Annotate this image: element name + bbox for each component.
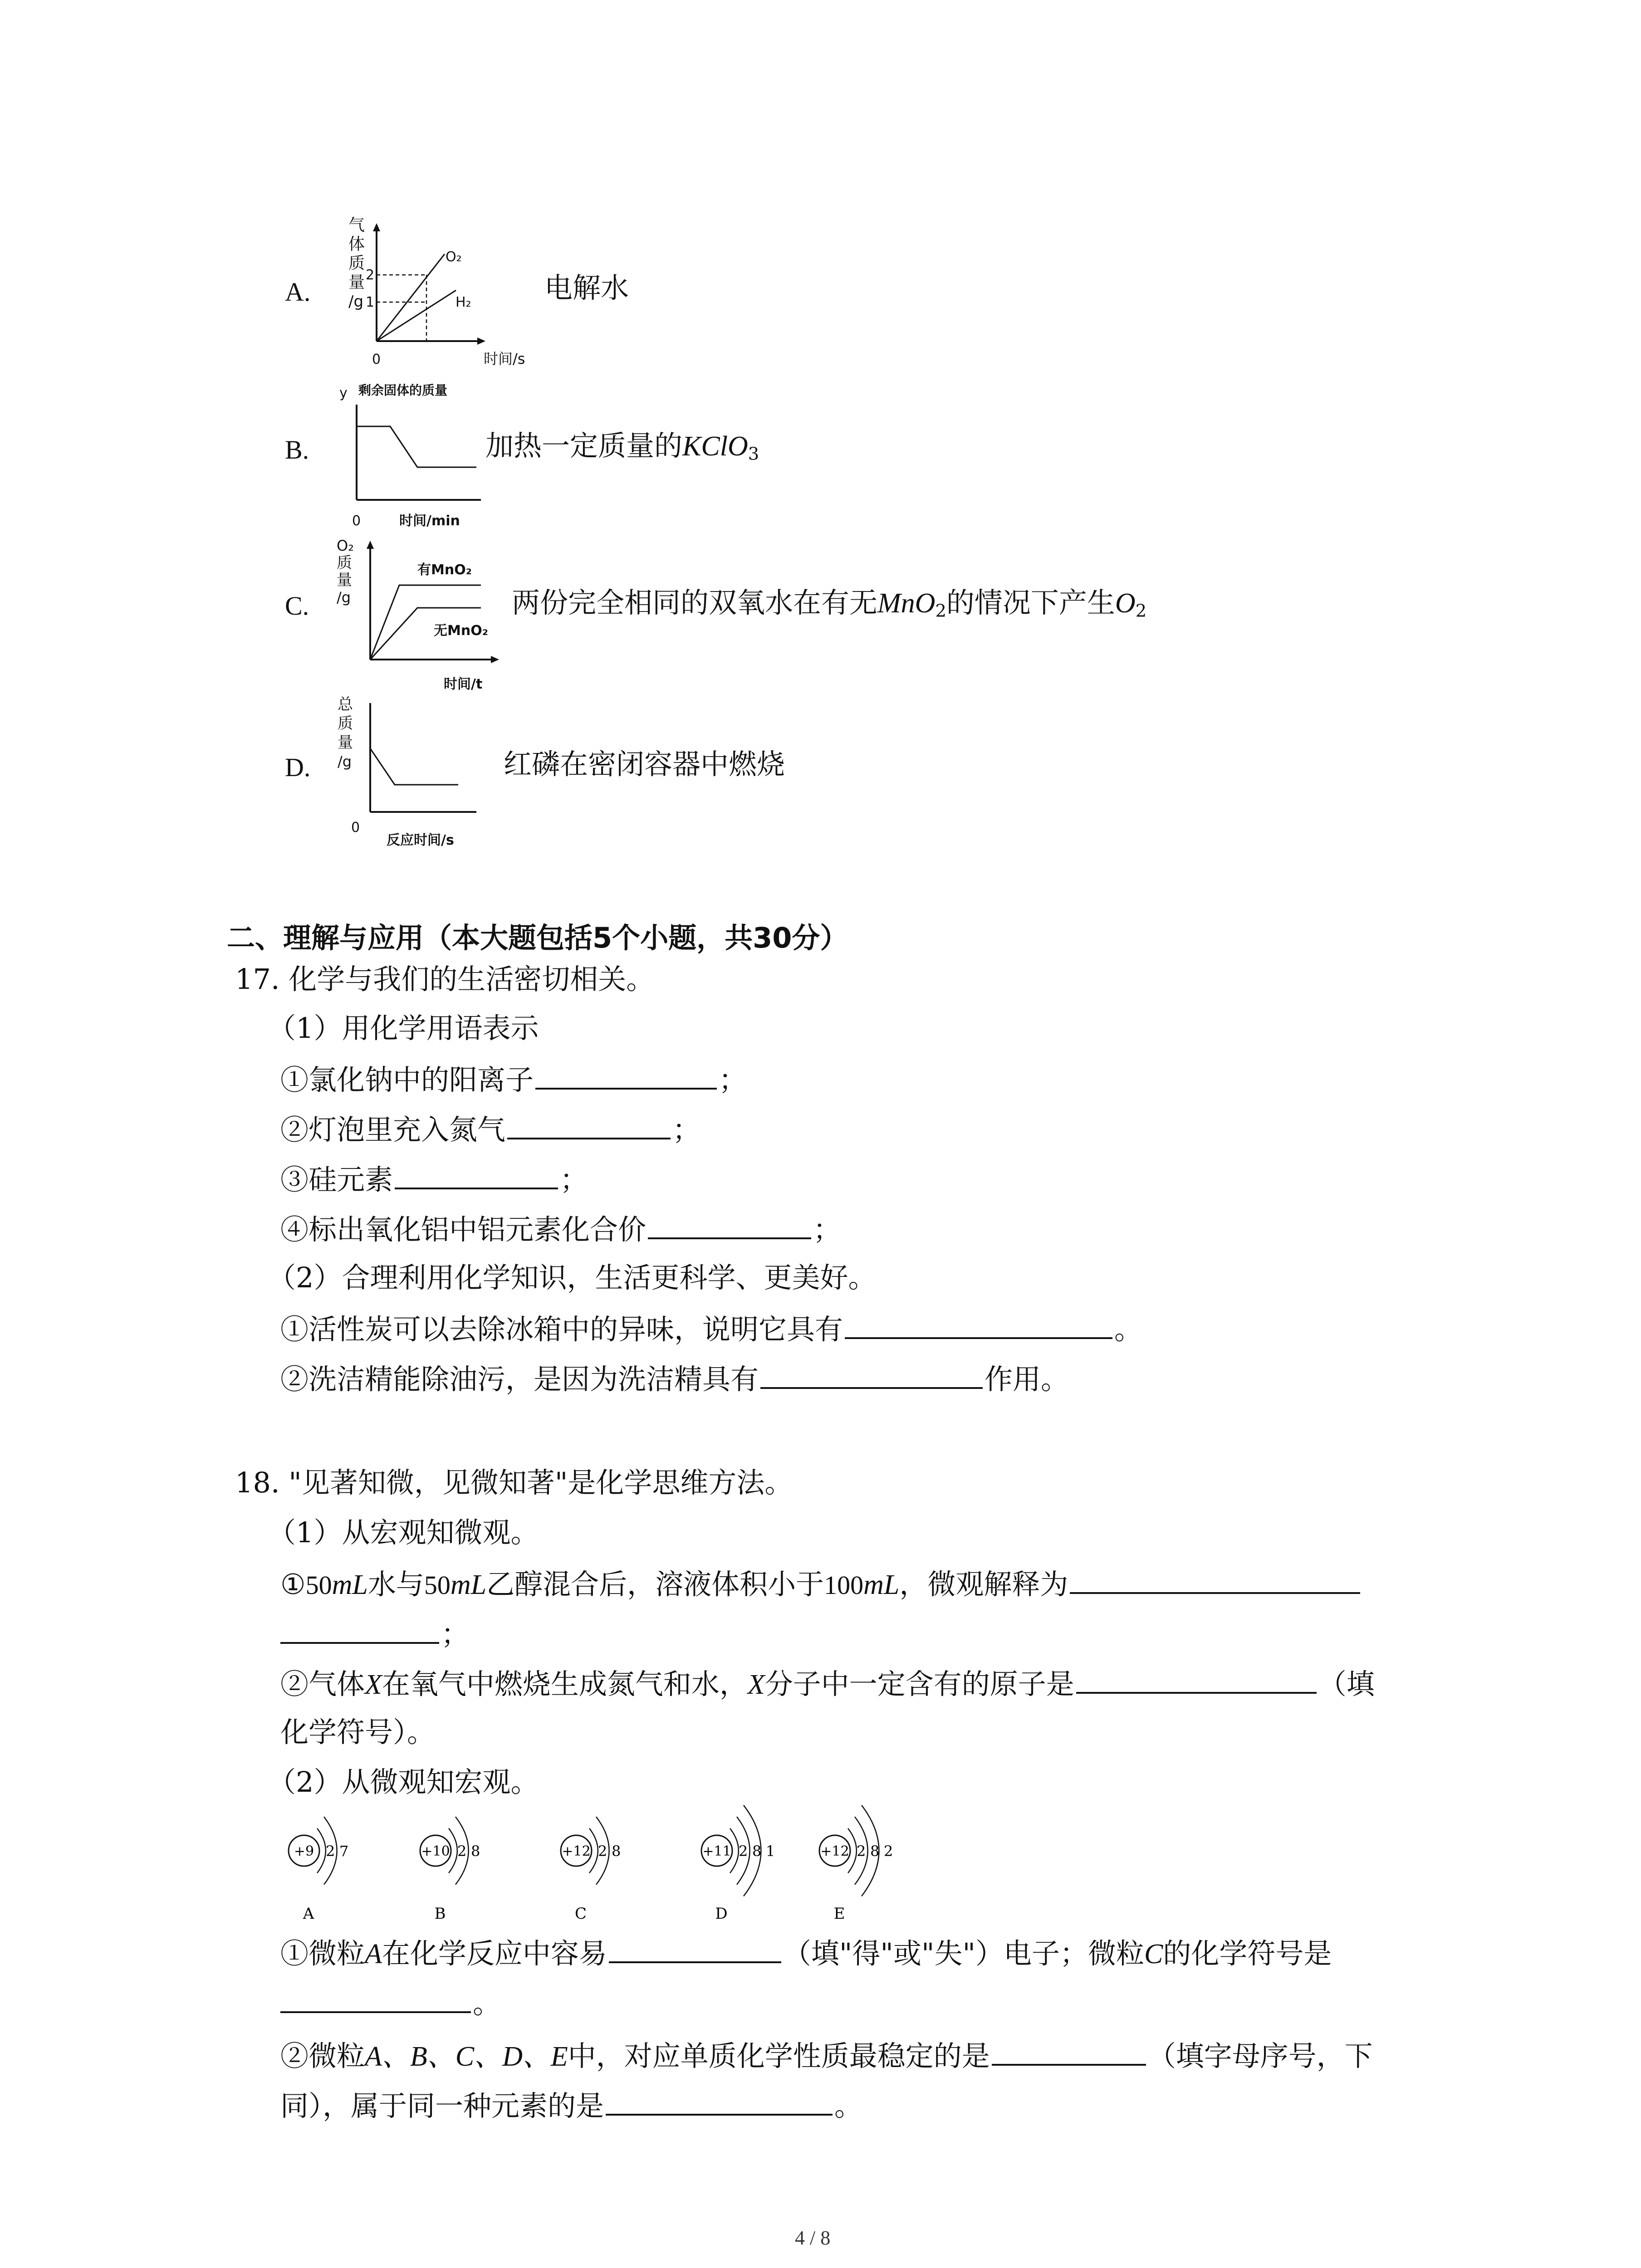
answer-blank[interactable] xyxy=(845,1314,1112,1339)
atom-c xyxy=(561,1817,621,1923)
shell-electrons: 1 xyxy=(766,1843,775,1860)
q18-part1: （1）从宏观知微观。 xyxy=(268,1516,539,1549)
item-text: （填 xyxy=(1318,1667,1375,1701)
shell-arc xyxy=(317,1828,326,1873)
q18-item-a1 xyxy=(280,1569,1362,1599)
item-end: 作用。 xyxy=(985,1363,1069,1396)
item-text: ②微粒 xyxy=(280,2039,365,2072)
formula-kclo: KClO xyxy=(682,431,748,462)
shell-arc xyxy=(449,1828,457,1873)
item-text: 水与 xyxy=(367,1568,424,1601)
shell-electrons: 8 xyxy=(752,1843,762,1860)
q17-item-3 xyxy=(280,1164,588,1194)
item-text: ③硅元素 xyxy=(280,1163,393,1196)
item-text: 同），属于同一种元素的是 xyxy=(280,2089,604,2122)
y-label-char: 质 xyxy=(338,714,353,733)
item-text: 在化学反应中容易 xyxy=(382,1937,607,1970)
q17-stem: 17. 化学与我们的生活密切相关。 xyxy=(235,963,655,996)
q18-item-b1 xyxy=(280,1938,1332,1968)
shell-electrons: 2 xyxy=(598,1843,607,1860)
answer-blank[interactable] xyxy=(606,2090,833,2116)
origin-label: 0 xyxy=(352,513,361,529)
series-with-label: 有MnO₂ xyxy=(417,562,472,578)
atom-e xyxy=(819,1805,893,1923)
q18-item-b2-cont xyxy=(280,2090,862,2120)
origin-label: 0 xyxy=(351,820,360,836)
q18-item-a2 xyxy=(280,1668,1375,1699)
item-text: ④标出氧化铝中铝元素化合价 xyxy=(280,1213,647,1246)
answer-blank[interactable] xyxy=(648,1214,811,1239)
q18-part2: （2）从微观知宏观。 xyxy=(268,1765,539,1799)
x-axis-arrow xyxy=(491,656,499,663)
atom-label: D xyxy=(715,1905,728,1923)
item-text: ，微观解释为 xyxy=(899,1568,1068,1601)
y-label-char: 质 xyxy=(348,254,365,273)
y-tick-1: 1 xyxy=(366,294,375,310)
atom-d xyxy=(701,1805,775,1923)
item-text: 乙醇混合后，溶液体积小于 xyxy=(486,1568,824,1601)
y-label-char: /g xyxy=(348,293,364,311)
atom-label: A xyxy=(303,1905,314,1923)
item-text: 中，对应单质化学性质最稳定的是 xyxy=(568,2039,990,2072)
answer-blank[interactable] xyxy=(280,1988,471,2013)
atom-b xyxy=(420,1817,480,1923)
y-axis-name: y xyxy=(339,385,348,401)
answer-blank[interactable] xyxy=(507,1114,671,1139)
desc-text: 的情况下产生 xyxy=(946,586,1115,619)
series-h2-line xyxy=(377,290,456,341)
shell-arc xyxy=(589,1828,598,1873)
unit: mL xyxy=(332,1569,368,1600)
option-c-desc xyxy=(512,586,1147,621)
atom-label: B xyxy=(434,1905,446,1923)
shell-electrons: 2 xyxy=(739,1843,748,1860)
y-axis-arrow xyxy=(367,541,374,549)
option-c-letter: C. xyxy=(285,591,309,621)
item-text: ②洗洁精能除油污，是因为洗洁精具有 xyxy=(280,1363,759,1396)
shell-electrons: 2 xyxy=(884,1843,893,1860)
q17-item-j2 xyxy=(280,1363,1069,1396)
option-b-desc xyxy=(485,429,759,464)
num: 50 xyxy=(424,1570,451,1600)
y-label-char: 量 xyxy=(338,733,353,752)
x-axis-label: 时间/t xyxy=(444,676,483,692)
item-end: 。 xyxy=(834,2089,863,2122)
x-axis-label: 时间/min xyxy=(399,513,460,529)
section-heading: 二、理解与应用（本大题包括5个小题，共30分） xyxy=(227,921,848,954)
y-label-char: /g xyxy=(338,753,352,770)
answer-blank[interactable] xyxy=(992,2040,1146,2066)
series-o2-label: O₂ xyxy=(446,249,462,265)
unit: mL xyxy=(450,1569,487,1600)
semicolon: ； xyxy=(813,1213,842,1246)
option-a-letter: A. xyxy=(285,277,311,307)
x-axis-label: 反应时间/s xyxy=(387,832,454,848)
shell-arc xyxy=(848,1828,857,1873)
q17-item-1 xyxy=(280,1064,747,1094)
var-list: A、B、C、D、E xyxy=(365,2041,568,2072)
item-text: ①活性炭可以去除冰箱中的异味，说明它具有 xyxy=(280,1313,843,1346)
nucleus-charge: +10 xyxy=(421,1843,450,1859)
option-a-desc: 电解水 xyxy=(544,271,629,304)
shell-electrons: 8 xyxy=(471,1843,480,1860)
nucleus-charge: +11 xyxy=(702,1843,731,1859)
q17-part2: （2）合理利用化学知识，生活更科学、更美好。 xyxy=(268,1261,877,1294)
y-label-char: 量 xyxy=(337,571,352,589)
formula-o2: O xyxy=(1115,588,1136,619)
num: 100 xyxy=(824,1570,864,1600)
atom-diagrams xyxy=(268,1810,975,1928)
atoms-svg xyxy=(268,1810,975,1928)
y-label-char: 总 xyxy=(338,695,353,714)
q17-item-2 xyxy=(280,1114,700,1144)
item-text: ②气体 xyxy=(280,1667,365,1701)
formula-sub: 2 xyxy=(935,601,946,621)
answer-blank[interactable] xyxy=(1076,1668,1317,1694)
answer-blank[interactable] xyxy=(395,1164,558,1189)
item-text: （填"得"或"失"）电子；微粒 xyxy=(783,1937,1144,1970)
y-label-char: /g xyxy=(337,589,351,606)
desc-text: 两份完全相同的双氧水在有无 xyxy=(512,586,878,619)
num: 50 xyxy=(305,1570,332,1600)
item-marker: ① xyxy=(280,1568,306,1601)
item-text: 在氧气中燃烧生成氮气和水， xyxy=(382,1667,748,1701)
page-number: 4 / 8 xyxy=(795,2227,831,2249)
y-label-char: 气 xyxy=(348,216,365,235)
answer-blank[interactable] xyxy=(535,1064,717,1090)
item-end: 。 xyxy=(1114,1313,1143,1346)
series-o2-line xyxy=(377,254,445,341)
nucleus-charge: +9 xyxy=(294,1843,314,1859)
series-h2-label: H₂ xyxy=(456,294,471,310)
mass-line xyxy=(370,748,458,785)
series-with-mno2 xyxy=(370,585,481,660)
answer-blank[interactable] xyxy=(760,1364,983,1389)
nucleus-charge: +12 xyxy=(820,1843,849,1859)
q18-item-a2-cont: 化学符号）。 xyxy=(280,1716,436,1749)
semicolon: ； xyxy=(719,1063,747,1096)
y-label-char: 量 xyxy=(348,273,365,292)
origin-label: 0 xyxy=(372,352,381,367)
option-b-letter: B. xyxy=(285,435,309,464)
option-b-chart xyxy=(331,381,504,535)
series-without-label: 无MnO₂ xyxy=(434,623,488,639)
formula-sub: 3 xyxy=(748,444,759,464)
var-a: A xyxy=(365,1939,382,1970)
atom-label: C xyxy=(574,1905,587,1923)
option-d-letter: D. xyxy=(285,753,311,782)
unit: mL xyxy=(863,1569,900,1600)
shell-electrons: 2 xyxy=(457,1843,467,1860)
item-text: 分子中一定含有的原子是 xyxy=(764,1667,1074,1701)
q18-item-a1-cont xyxy=(280,1618,470,1651)
y-axis-label xyxy=(348,216,365,311)
q17-part1: （1）用化学用语表示 xyxy=(268,1012,539,1045)
q18-item-b2 xyxy=(280,2040,1373,2071)
formula-mno2: MnO xyxy=(877,588,936,619)
y-label-char: 质 xyxy=(337,554,352,572)
y-axis-arrow xyxy=(373,223,380,231)
q17-item-j1 xyxy=(280,1314,1142,1344)
var-c: C xyxy=(1144,1939,1163,1970)
formula-sub: 2 xyxy=(1135,601,1147,621)
answer-blank[interactable] xyxy=(1070,1569,1360,1594)
y-label-char: 体 xyxy=(348,235,365,254)
y-tick-2: 2 xyxy=(366,267,375,283)
shell-electrons: 8 xyxy=(612,1843,621,1860)
semicolon: ； xyxy=(441,1618,470,1651)
shell-arc xyxy=(730,1828,739,1873)
shell-electrons: 2 xyxy=(857,1843,866,1860)
semicolon: ； xyxy=(672,1113,701,1146)
shell-electrons: 2 xyxy=(326,1843,335,1860)
x-axis-arrow xyxy=(477,337,485,345)
mass-line xyxy=(357,426,476,467)
q17-item-4 xyxy=(280,1214,841,1244)
item-text: ①氯化钠中的阳离子 xyxy=(280,1063,534,1096)
item-end: 。 xyxy=(473,1987,501,2020)
atom-label: E xyxy=(833,1905,845,1923)
y-label-char: O₂ xyxy=(337,537,354,554)
semicolon: ； xyxy=(560,1163,588,1196)
item-text: （填字母序号，下 xyxy=(1147,2039,1373,2072)
option-d-desc: 红磷在密闭容器中燃烧 xyxy=(504,748,785,781)
var-x: X xyxy=(365,1669,382,1700)
answer-blank[interactable] xyxy=(609,1938,781,1963)
q18-stem: 18. "见著知微，见微知著"是化学思维方法。 xyxy=(235,1466,793,1499)
y-axis-label: 剩余固体的质量 xyxy=(358,383,448,398)
x-axis-label: 时间/s xyxy=(484,350,525,367)
item-text: 的化学符号是 xyxy=(1163,1937,1332,1970)
answer-blank[interactable] xyxy=(280,1618,439,1644)
q18-item-b1-cont xyxy=(280,1988,501,2018)
desc-text: 加热一定质量的 xyxy=(485,429,683,462)
shell-electrons: 8 xyxy=(870,1843,880,1860)
shell-electrons: 7 xyxy=(339,1843,349,1860)
item-text: ②灯泡里充入氮气 xyxy=(280,1113,506,1146)
option-a-chart xyxy=(327,216,525,372)
var-x: X xyxy=(747,1669,765,1700)
option-c-chart xyxy=(331,535,522,699)
option-d-chart xyxy=(331,694,504,848)
item-text: ①微粒 xyxy=(280,1937,365,1970)
atom-a xyxy=(289,1817,348,1923)
nucleus-charge: +12 xyxy=(562,1843,591,1859)
